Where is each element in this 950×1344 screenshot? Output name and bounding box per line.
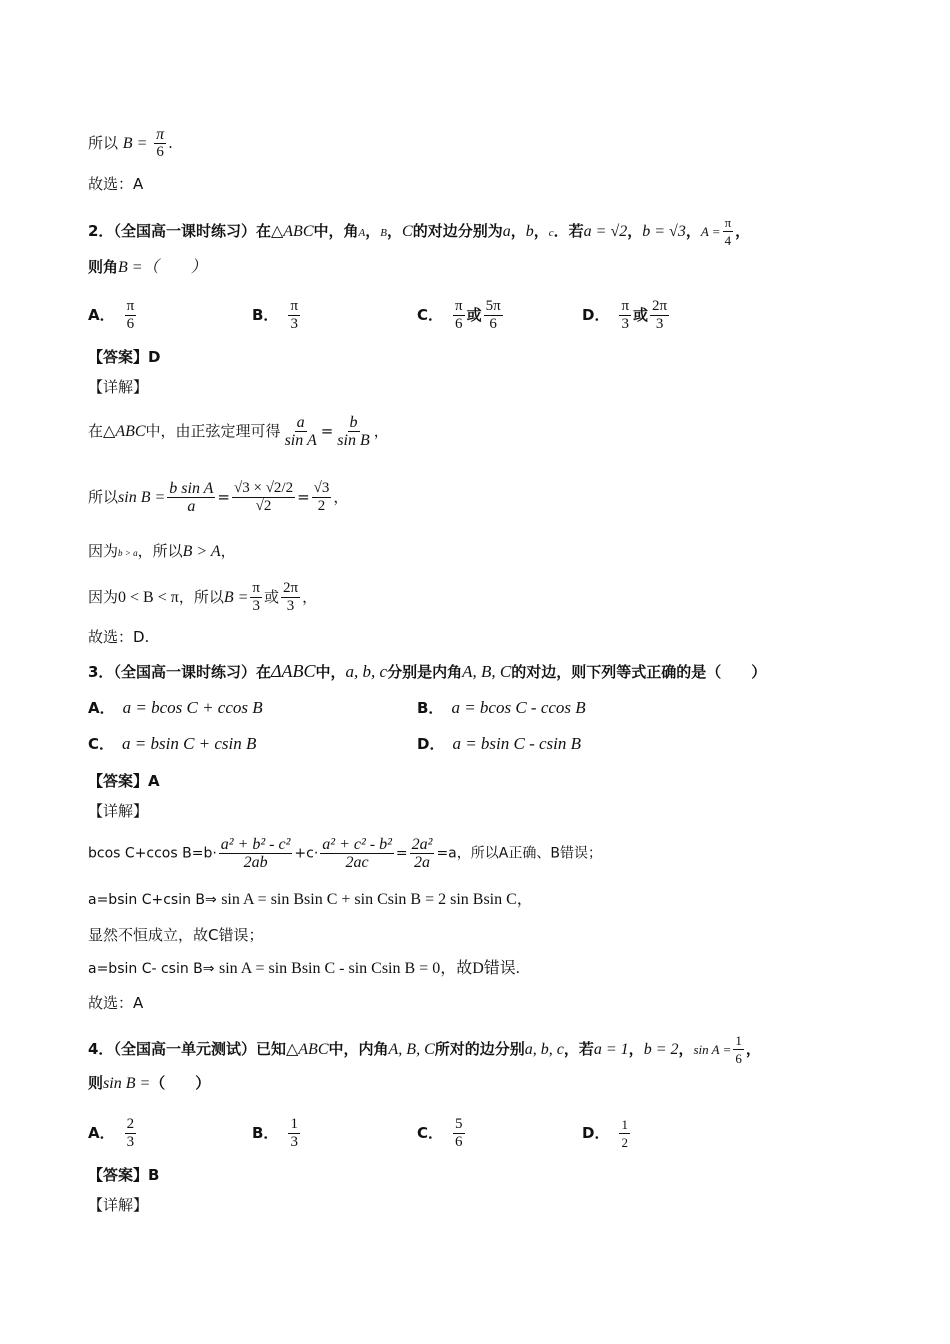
q2-sol1: 在△ABC中，由正弦定理可得 $\frac{a}{\text{sin A}}$ = $\frac{b}{\text{sin B}}$ ， (88, 414, 389, 449)
q3-sol1: bcos C+ccos B=b· $\frac{\text{a² + b² - c²}}{2ab}$ +c· $\frac{\text{a² + c² - b²}}{2ac}$ = $\frac{\text{2a²}}{2a}$ =a，所以A正确、B错误； (88, 836, 602, 871)
q4-answer: 【答案】B (88, 1166, 160, 1184)
q4-stem-line2: 则sin B =（ ） (88, 1074, 211, 1092)
q2-option-d[interactable]: D． $\frac{\pi}{3}$ 或 $\frac{2\pi}{3}$ (582, 298, 668, 332)
q3-option-d[interactable]: D． a = bsin C - csin B (417, 734, 582, 753)
q2-option-b[interactable]: B． $\frac{\pi}{3}$ (252, 298, 299, 332)
q4-option-d[interactable]: D． $\frac{1}{2}$ (582, 1117, 628, 1150)
q2-option-a[interactable]: A． $\frac{\pi}{6}$ (88, 298, 135, 332)
q2-stem-line1: 2．（全国高一课时练习）在△ABC中，角A，B，C的对边分别为a，b，c．若a = √2，b = √3，A = $\frac{\pi}{4}$ ， (88, 215, 751, 248)
q2-sol3: 因为b > a，所以B > A， (88, 542, 236, 560)
q3-option-b[interactable]: B． a = bcos C - ccos B (417, 698, 586, 717)
q2-stem-line2: 则角B =（ ） (88, 258, 207, 276)
q2-sol2: 所以sin B = $\frac{\text{b sin A}}{a}$ = $\frac{√3 \times √2/2}{√2}$ = $\frac{√3}{2}$ ， (88, 480, 349, 515)
q3-sol4: a=bsin C- csin B⇒ sin A = sin Bsin C - sin Csin B = 0，故D错误. (88, 960, 520, 977)
q3-detail: 【详解】 (88, 802, 149, 820)
q3-sol3: 显然不恒成立，故C错误； (88, 926, 264, 944)
q2-sol4: 因为0 < B < π，所以B = $\frac{\pi}{3}$ 或 $\frac{2\pi}{3}$ ， (88, 580, 318, 614)
q2-detail: 【详解】 (88, 378, 149, 396)
prev-choose: 故选：A (88, 175, 144, 193)
q3-option-a[interactable]: A． a = bcos C + ccos B (88, 698, 263, 717)
q3-answer: 【答案】A (88, 772, 160, 790)
fraction: $\frac{\pi}{6}$ (156, 126, 165, 160)
prev-conclusion: 所以 B = $\frac{\pi}{6}$ . (88, 126, 173, 160)
q4-option-a[interactable]: A． $\frac{2}{3}$ (88, 1116, 135, 1150)
q3-stem: 3．（全国高一课时练习）在ΔABC中，a, b, c分别是内角A, B, C的对边，则下列等式正确的是（ ） (88, 661, 767, 681)
q4-option-c[interactable]: C． $\frac{5}{6}$ (417, 1116, 463, 1150)
q3-choose: 故选：A (88, 994, 144, 1012)
q4-stem-line1: 4．（全国高一单元测试）已知△ABC中，内角A, B, C所对的边分别a, b, c，若a = 1，b = 2，sin A = $\frac{1}{6}$ ， (88, 1033, 761, 1066)
q2-choose: 故选：D. (88, 628, 150, 646)
q2-option-c[interactable]: C． $\frac{\pi}{6}$ 或 $\frac{5\pi}{6}$ (417, 298, 501, 332)
q3-option-c[interactable]: C． a = bsin C + csin B (88, 734, 257, 753)
q3-sol2: a=bsin C+csin B⇒ sin A = sin Bsin C + sin Csin B = 2 sin Bsin C， (88, 891, 533, 908)
q2-answer: 【答案】D (88, 348, 161, 366)
q4-option-b[interactable]: B． $\frac{1}{3}$ (252, 1116, 298, 1150)
q4-detail: 【详解】 (88, 1196, 149, 1214)
